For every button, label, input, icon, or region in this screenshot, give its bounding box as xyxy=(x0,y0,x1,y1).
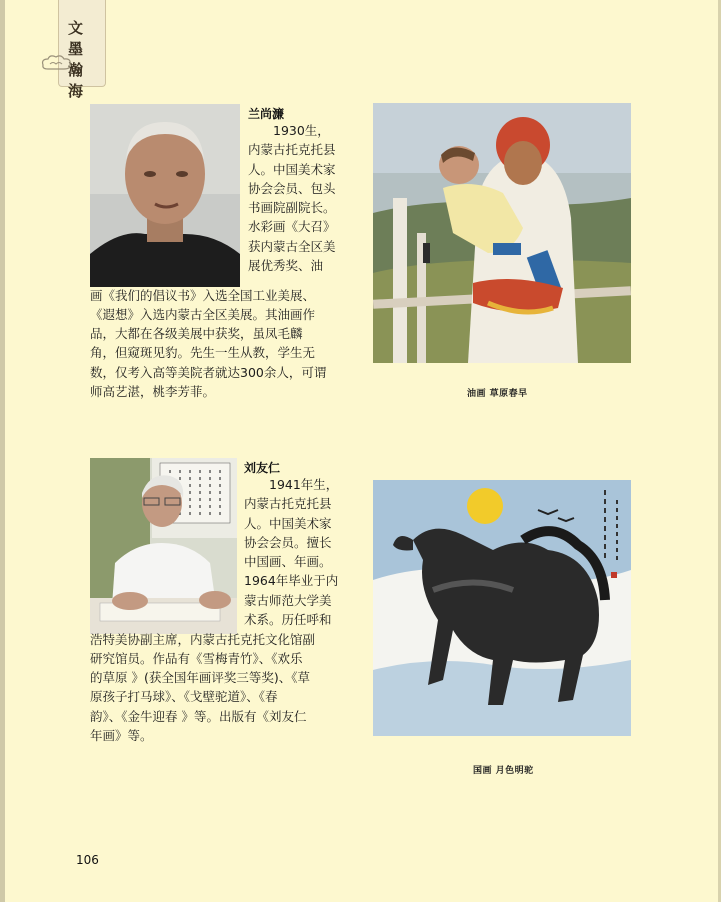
artist-portrait-liu xyxy=(90,458,237,634)
artist-bio: 1941年生， 内蒙古托克托县 人。中国美术家 协会会员。擅长 中国画、年画。 1964年毕业于内 蒙古师范大学美 术系。历任呼和 xyxy=(244,477,339,628)
cloud-ornament-icon xyxy=(40,53,74,71)
section-tab xyxy=(58,0,106,100)
artwork-ink-painting xyxy=(373,480,631,736)
section-title: 文墨瀚海 xyxy=(68,19,85,100)
artist-bio-continued: 浩特美协副主席，内蒙古托克托文化馆副 研究馆员。作品有《雪梅青竹》、《欢乐 的草原 》(获全国年画评奖三等奖)、《草 原孩子打马球》、《戈壁驼道》、《春 韵》、《金牛迎春 》等。出版有《刘友仁 年画》等。 xyxy=(90,631,316,743)
artist-name: 刘友仁 xyxy=(244,461,281,475)
artwork-oil-painting xyxy=(373,103,631,363)
artwork-caption: 国画 月色明驼 xyxy=(473,766,534,776)
artist-bio: 1930生， 内蒙古托克托县 人。中国美术家 协会会员、包头 书画院副院长。 水彩画《大召》 获内蒙古全区美 展优秀奖、油 xyxy=(248,123,336,274)
artwork-caption: 油画 草原春早 xyxy=(467,389,528,399)
page-number: 106 xyxy=(76,853,99,867)
artist-portrait-lan xyxy=(90,104,240,287)
page-edge-left xyxy=(0,0,5,902)
artist-name: 兰尚濂 xyxy=(248,107,285,121)
artist-bio-continued: 画《我们的倡议书》入选全国工业美展、 《遐想》入选内蒙古全区美展。其油画作 品，大都在各级美展中获奖，虽凤毛麟 角，但窥斑见豹。先生一生从教，学生无 数，仅考入高等美院者就达300余人，可谓 师高艺湛，桃李芳菲。 xyxy=(90,287,327,399)
